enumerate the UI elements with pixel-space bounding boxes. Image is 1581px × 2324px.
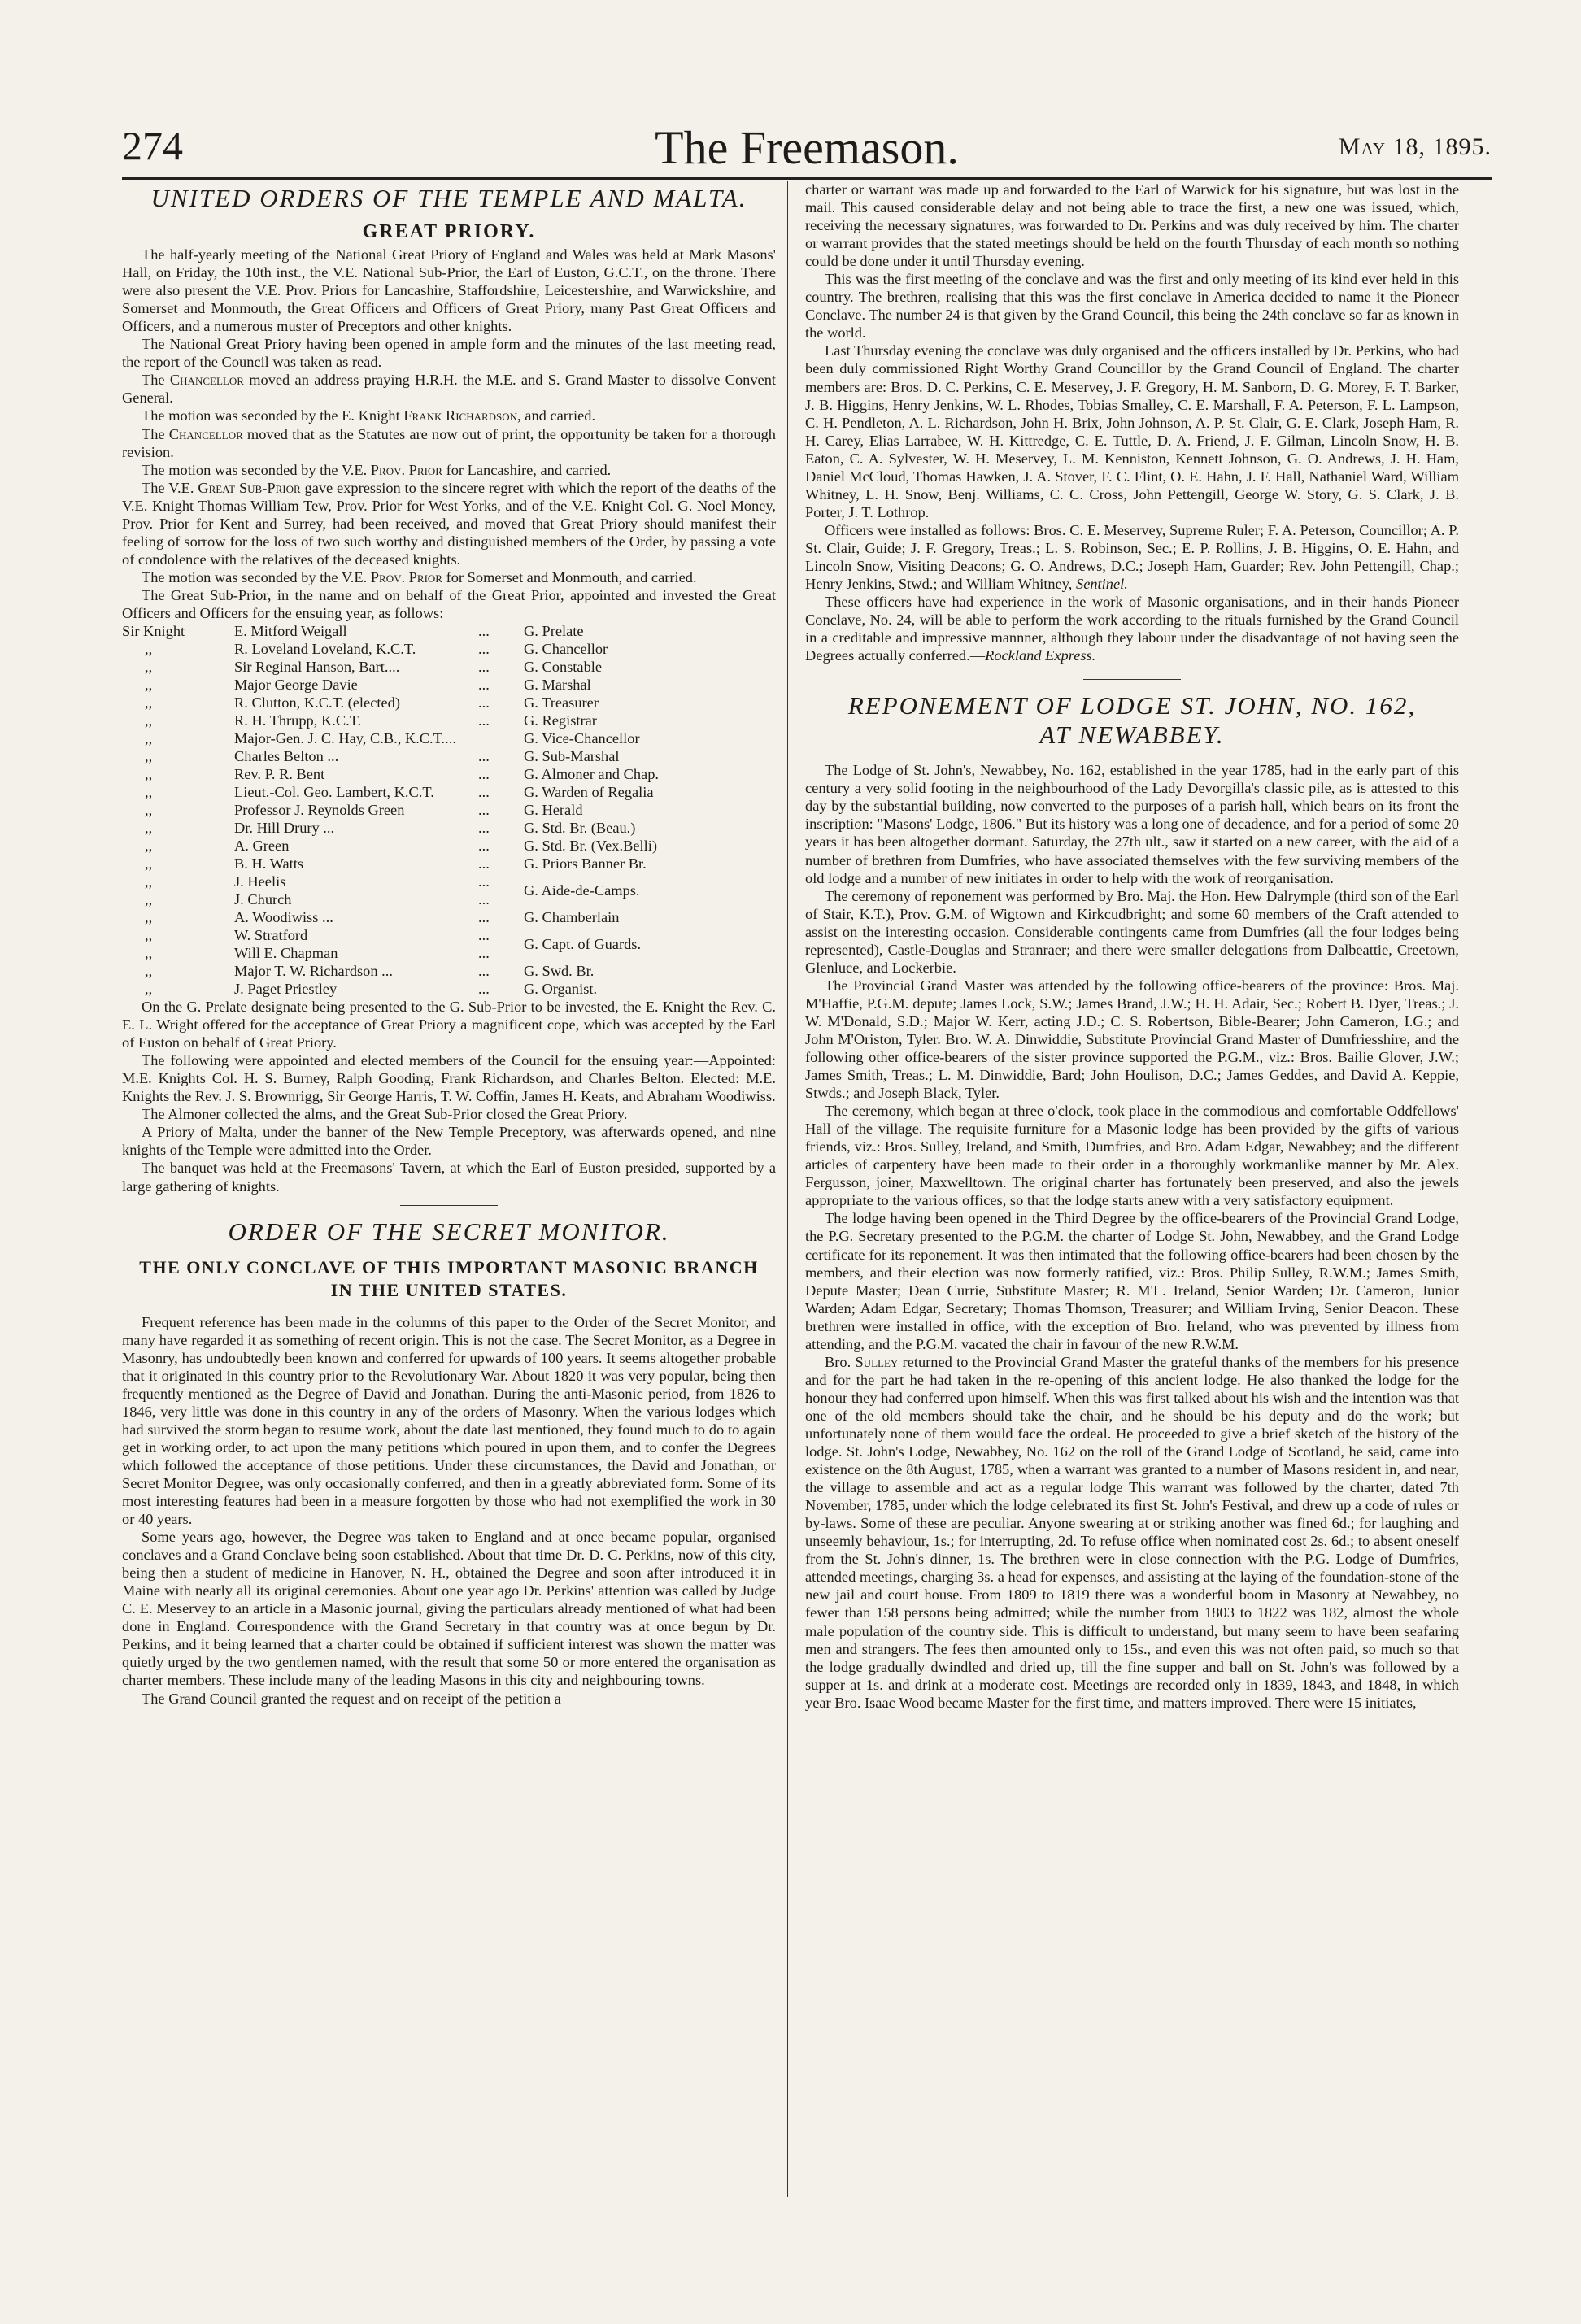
right-column xyxy=(805,181,1459,1712)
table-row: ,, Major George Davie ... G. Marshal xyxy=(145,677,591,694)
paragraph: This was the first meeting of the conclave and was the first and only meeting of its kind ever held in this country. The brethren, realising that this was the first conclave in America decided to name it the Pioneer Conclave. The number 24 is that given by the Grand Council, this being the 24th conclave so far as known in the world. xyxy=(805,271,1459,342)
table-row: ,, A. Woodiwiss ... ... G. Chamberlain xyxy=(145,909,620,926)
section-heading-great-priory: GREAT PRIORY. xyxy=(362,221,536,242)
paragraph: The Lodge of St. John's, Newabbey, No. 162, established in the year 1785, had in the early part of this century a very solid footing in the neighbourhood of the Lady Devorgilla's classic pile, as is attested to this day by the substantial building, now converted to the purposes of a parish hall, which bears on its front the inscription: "Masons' Lodge, 1806." But its history was a long one of decadence, and for a period of some 20 years it has been altogether dormant. Saturday, the 27th ult., saw it started on a new career, with the aid of a number of brethren from Dumfries, who have associated themselves with the few surviving members of the old lodge and a number of new initiates in order to help with the work of reorganisation. xyxy=(805,762,1459,886)
table-row: ,, R. H. Thrupp, K.C.T. ... G. Registrar xyxy=(145,712,597,729)
table-row: ,, Dr. Hill Drury ... ... G. Std. Br. (Beau.) xyxy=(145,820,636,837)
article-subtitle-secret-monitor: THE ONLY CONCLAVE OF THIS IMPORTANT MASONIC BRANCH IN THE UNITED STATES. xyxy=(139,1256,759,1300)
table-row: ,, Will E. Chapman ... G. Capt. of Guards. xyxy=(145,936,642,962)
table-row: ,, Charles Belton ... ... G. Sub-Marshal xyxy=(145,748,620,765)
section-divider xyxy=(1083,679,1181,680)
paragraph: Frequent reference has been made in the columns of this paper to the Order of the Secret Monitor, and many have regarded it as something of recent origin. This is not the case. The Secret Monitor, as a Degree in Masonry, has undoubtedly been known and conferred for upwards of 100 years. It seems altogether probable that it originated in this country prior to the Revolutionary War. About 1820 it was very popular, being then frequently mentioned as the Degree of David and Jonathan. During the anti-Masonic period, from 1826 to 1846, very little was done in this country in any of the orders of Masonry. When the various lodges which had survived the storm began to resume work, about the date last mentioned, they found much to do to again get in working order, to act upon the many petitions which poured in upon them, and to confer the Degrees which followed the acceptance of those petitions. Under these circumstances, the David and Jonathan, or Secret Monitor Degree, was only occasionally conferred, and then in a greatly abbreviated form. Some of its most interesting features had been in a measure forgotten by those who had not exemplified the work in 30 or 40 years. xyxy=(122,1313,776,1528)
paragraph: A Priory of Malta, under the banner of the New Temple Preceptory, was afterwards opened, and nine knights of the Temple were admitted into the Order. xyxy=(122,1124,776,1159)
table-row: ,, Lieut.-Col. Geo. Lambert, K.C.T. ... G. Warden of Regalia xyxy=(145,784,654,801)
paragraph: On the G. Prelate designate being presented to the G. Sub-Prior to be invested, the E. Knight the Rev. C. E. L. Wright offered for the acceptance of Great Priory a magnificent cope, which was accepted by the Earl of Euston on behalf of Great Priory. xyxy=(122,999,776,1051)
table-row: ,, J. Church ... G. Aide-de-Camps. xyxy=(145,882,640,908)
paragraph: The National Great Priory having been opened in ample form and the minutes of the last meeting read, the report of the Council was taken as read. xyxy=(122,336,776,371)
paragraph: charter or warrant was made up and forwarded to the Earl of Warwick for his signature, but was lost in the mail. This caused considerable delay and not being able to trace the first, a new one was issued, which, receiving the necessary signatures, was forwarded to Dr. Perkins and was duly received by him. The charter or warrant provides that the stated meetings should be held on the fourth Thursday of each month so nothing could be done under it until Thursday evening. xyxy=(805,181,1459,270)
paragraph: Officers were installed as follows: Bros. C. E. Meservey, Supreme Ruler; F. A. Peterson, Councillor; A. P. St. Clair, Guide; J. F. Gregory, Treas.; L. S. Robinson, Sec.; E. P. Rollins, J. B. Higgins, O. E. Hahn, and Lincoln Snow, Visiting Deacons; G. O. Andrews, D.C.; Joseph Ham, Guarder; Rev. John Pettengill, Chap.; Henry Jenkins, Stwd.; and William Whitney, Sentinel. xyxy=(805,521,1459,593)
table-row: ,, W. Stratford ... xyxy=(145,927,490,944)
table-row: ,, Major-Gen. J. C. Hay, C.B., K.C.T.... G. Vice-Chancellor xyxy=(145,730,640,747)
paragraph: The Provincial Grand Master was attended by the following office-bearers of the province: Bros. Maj. M'Haffie, P.G.M. depute; James Lock, S.W.; James Brand, J.W.; H. H. Adair, Sec.; Robert B. Dyer, Treas.; J. W. M'Donald, S.D.; Major W. Kerr, acting J.D.; C. S. Robertson, Bible-Bearer; John Cameron, I.G.; and John M'Oriston, Tyler. Bro. W. A. Dinwiddie, Substitute Provincial Grand Master of Dumfriesshire, and the following other office-bearers of the sister province supported the P.G.M., viz.: Bros. Bailie Glover, J.W.; James Smith, Treas.; L. M. Dinwiddie, Bard; John Houlison, D.C.; James Geddes, and David A. Keppie, Stwds.; and Joseph Black, Tyler. xyxy=(805,977,1459,1102)
paragraph: The ceremony of reponement was performed by Bro. Maj. the Hon. Hew Dalrymple (third son of the Earl of Stair, K.T.), Prov. G.M. of Wigtown and Kirkcudbright; and some 60 members of the Craft attended to assist on the interesting occasion. Considerable contingents came from Dumfries (all the four lodges being represented), Castle-Douglas and Stranraer; and there were smaller delegations from Dalbeattie, Creetown, Glenluce, and Lockerbie. xyxy=(805,887,1459,976)
paragraph: The banquet was held at the Freemasons' Tavern, at which the Earl of Euston presided, supported by a large gathering of knights. xyxy=(122,1160,776,1195)
table-row: ,, Sir Reginal Hanson, Bart.... ... G. Constable xyxy=(145,659,603,676)
paragraph: The following were appointed and elected members of the Council for the ensuing year:—Appointed: M.E. Knights Col. H. S. Burney, Ralph Gooding, Frank Richardson, and Charles Belton. Elected: M.E. Knights the Rev. J. S. Brownrigg, Sir George Harris, T. W. Coffin, James H. Keats, and Abraham Woodiwiss. xyxy=(122,1052,776,1105)
masthead xyxy=(122,122,1492,179)
paragraph: The Chancellor moved an address praying H.R.H. the M.E. and S. Grand Master to dissolve Convent General. xyxy=(122,372,776,407)
article-title-temple-malta: UNITED ORDERS OF THE TEMPLE AND MALTA. xyxy=(150,184,747,212)
paragraph: The motion was seconded by the V.E. Prov. Prior for Lancashire, and carried. xyxy=(142,461,612,478)
table-row: ,, Professor J. Reynolds Green ... G. Herald xyxy=(145,802,583,819)
officers-table xyxy=(122,622,776,998)
paragraph: Last Thursday evening the conclave was duly organised and the officers installed by Dr. Perkins, who had been duly commissioned Right Worthy Grand Councillor by the Grand Council of England. The charter members are: Bros. D. C. Perkins, C. E. Meservey, J. F. Gregory, H. M. Sanborn, D. G. Morey, F. T. Barker, J. B. Higgins, Henry Jenkins, W. L. Rhodes, Tobias Smalley, C. E. Marshall, F. A. Peterson, F. L. Lampson, C. H. Pendleton, A. L. Richardson, John H. Brix, John Johnson, A. P. St. Clair, G. E. Clark, Joseph Ham, R. H. Carey, Elias Larrabee, W. H. Kittredge, C. E. Tuttle, D. A. Friend, J. F. Gilman, Lincoln Snow, H. B. Eaton, C. A. Sylvester, W. H. Meservey, L. M. Kenniston, Kennett Johnson, G. O. Andrews, J. H. Ham, Daniel McCloud, Thomas Hawken, J. A. Stover, F. C. Flint, O. E. Hahn, J. F. Hall, Nathaniel Ward, William Whitney, L. H. Snow, Benj. Williams, C. C. Cross, John Pettengill, George W. Story, G. S. Clark, J. B. Porter, J. T. Lothrop. xyxy=(805,342,1459,520)
page-number: 274 xyxy=(122,123,183,168)
table-row: ,, A. Green ... G. Std. Br. (Vex.Belli) xyxy=(145,838,657,855)
paragraph: Bro. Sulley returned to the Provincial Grand Master the grateful thanks of the members for his presence and for the part he had taken in the re-opening of this ancient lodge. He also thanked the lodge for the honour they had conferred upon himself. When this was first talked about his wish and the intention was that one of the old members should take the chair, and he should be his deputy and do the work; but unfortunately none of them would face the ordeal. He proceeded to give a brief sketch of the history of the lodge. St. John's Lodge, Newabbey, No. 162 on the roll of the Grand Lodge of Scotland, he said, came into existence on the 8th August, 1785, when a warrant was granted to a number of Masons resident in, and near, the village to assemble and act as a regular lodge This warrant was followed by the charter, dated 7th November, 1785, under which the lodge celebrated its first St. John's Festival, and drew up a code of rules or by-laws. Some of these are peculiar. Anyone swearing at or striking another was fined 6d.; for laughing and unseemly behaviour, 1s.; for interrupting, 2d. To refuse office when nominated cost 2s. 6d.; to absent oneself from the St. John's dinner, 1s. The brethren were in close connection with the P.G. Lodge of Dumfries, attended meetings, charging 3s. a head for expenses, and assisting at the laying of the foundation-stone of the new jail and court house. From 1809 to 1819 there was a wonderful boom in Masonry at Newabbey, no fewer than 158 persons being admitted; while the number from 1803 to 1822 was 182, almost the whole male population of the country side. This is difficult to understand, but many seem to have been seafaring men and strangers. The fees then amounted only to 15s., and even this was not often paid, so much so that the lodge gradually dwindled and dried up, till the fine supper and ball on St. John's was followed by a supper at 1s. and drink at a moderate cost. Meetings are recorded only in 1839, 1843, and 1848, in which year Bro. Isaac Wood became Master for the first time, and matters improved. There were 15 initiates, xyxy=(805,1353,1459,1711)
paragraph: The half-yearly meeting of the National Great Priory of England and Wales was held at Mark Masons' Hall, on Friday, the 10th inst., the V.E. National Sub-Prior, the Earl of Euston, G.C.T., on the throne. There were also present the V.E. Prov. Priors for Lancashire, Staffordshire, Leicestershire, and Warwickshire, and Somerset and Monmouth, the Great Officers and Officers of Great Priory, many Past Great Officers and Officers, and a numerous muster of Preceptors and other knights. xyxy=(122,246,776,335)
table-row: ,, J. Heelis ... xyxy=(145,873,490,890)
paragraph: The Almoner collected the alms, and the Great Sub-Prior closed the Great Priory. xyxy=(142,1106,628,1123)
article-title-reponement-line2: AT NEWABBEY. xyxy=(1039,720,1225,750)
table-row: Sir Knight E. Mitford Weigall ... G. Prelate xyxy=(122,623,584,640)
issue-date: May 18, 1895. xyxy=(1338,133,1492,160)
table-row: ,, R. Loveland Loveland, K.C.T. ... G. Chancellor xyxy=(145,641,608,658)
paragraph: The Chancellor moved that as the Statutes are now out of print, the opportunity be taken for a thorough revision. xyxy=(122,425,776,460)
masthead-rule xyxy=(122,177,1492,180)
paragraph: These officers have had experience in the work of Masonic organisations, and in their hands Pioneer Conclave, No. 24, will be able to perform the work according to the rituals furnished by the Grand Council in a creditable and impressive mannner, although they labour under the disadvantage of not having seen the Degrees actually conferred.—Rockland Express. xyxy=(805,594,1459,664)
paragraph: Some years ago, however, the Degree was taken to England and at once became popular, organised conclaves and a Grand Conclave being soon established. About that time Dr. D. C. Perkins, now of this city, being then a student of medicine in Hanover, N. H., obtained the Degree and soon after introduced it in Maine with nearly all its original ceremonies. About one year ago Dr. Perkins' attention was called by Judge C. E. Meservey to an article in a Masonic journal, giving the particulars already mentioned of what had been done in England. Correspondence with the Grand Secretary in that country was at once begun by Dr. Perkins, and it being learned that a charter could be obtained if sufficient interest was shown the matter was quietly urged by the two gentlemen named, with the result that some 50 or more entered the organisation as charter members. These include many of the leading Masons in this city and neighbouring towns. xyxy=(122,1529,776,1689)
table-row: ,, Major T. W. Richardson ... ... G. Swd. Br. xyxy=(145,963,595,980)
table-row: ,, B. H. Watts ... G. Priors Banner Br. xyxy=(145,855,647,873)
paragraph: The ceremony, which began at three o'clock, took place in the commodious and comfortable Oddfellows' Hall of the village. The requisite furniture for a Masonic lodge has been provided by the gifts of various friends, viz.: Bros. Sulley, Ireland, and Smith, Dumfries, and Bro. Adam Edgar, Newabbey; and the different articles of carpentery have been made to their order in a thoroughly workmanlike manner by Mr. Alex. Fergusson, joiner, Maxwelltown. The original charter has fortunately been preserved, and also the jewels appropriate to the various offices, so that the lodge starts anew with a very satisfactory equipment. xyxy=(805,1103,1459,1209)
article-title-secret-monitor: ORDER OF THE SECRET MONITOR. xyxy=(228,1216,670,1246)
table-row: ,, J. Paget Priestley ... G. Organist. xyxy=(145,981,598,998)
paragraph: The lodge having been opened in the Third Degree by the office-bearers of the Provincial Grand Lodge, the P.G. Secretary presented to the P.G.M. the charter of Lodge St. John, Newabbey, and the Grand Lodge certificate for its reponement. It was then intimated that the following office-bearers had been chosen by the members, and their election was now formerly ratified, viz.: Bros. Philip Sulley, R.W.M.; James Smith, Depute Master; Dean Currie, Substitute Master; R. M'L. Ireland, Senior Warden; Dr. Cameron, Junior Warden; Adam Edgar, Secretary; Thomas Thomson, Treasurer; and William Irving, Senior Deacon. These brethren were installed in office, with the exception of Bro. Ireland, who was prevented by illness from attending, and the P.G.M. vacated the chair in favour of the new R.W.M. xyxy=(805,1210,1459,1352)
paper-title: The Freemason. xyxy=(655,121,959,174)
paragraph: The V.E. Great Sub-Prior gave expression to the sincere regret with which the report of the deaths of the V.E. Knight Thomas William Tew, Prov. Prior for West Yorks, and of the V.E. Knight Col. G. Noel Money, Prov. Prior for Kent and Surrey, had been received, and moved that Great Priory should manifest their feeling of sorrow for the loss of two such worthy and distinguished members of the Order, by passing a vote of condolence with the relatives of the deceased knights. xyxy=(122,479,776,568)
paragraph: The motion was seconded by the V.E. Prov. Prior for Somerset and Monmouth, and carried. xyxy=(142,568,697,585)
section-divider xyxy=(400,1205,498,1206)
left-column xyxy=(122,181,776,1708)
table-row: ,, Rev. P. R. Bent ... G. Almoner and Chap. xyxy=(145,766,660,783)
article-title-reponement-line1: REPONEMENT OF LODGE ST. JOHN, NO. 162, xyxy=(847,691,1417,720)
column-divider xyxy=(787,181,788,2197)
table-row: ,, R. Clutton, K.C.T. (elected) ... G. Treasurer xyxy=(145,694,599,712)
paragraph: The Grand Council granted the request and on receipt of the petition a xyxy=(142,1690,561,1707)
paragraph: The motion was seconded by the E. Knight Frank Richardson, and carried. xyxy=(142,407,596,424)
paragraph: The Great Sub-Prior, in the name and on behalf of the Great Prior, appointed and invested the Great Officers and Officers for the ensuing year, as follows: xyxy=(122,586,776,621)
